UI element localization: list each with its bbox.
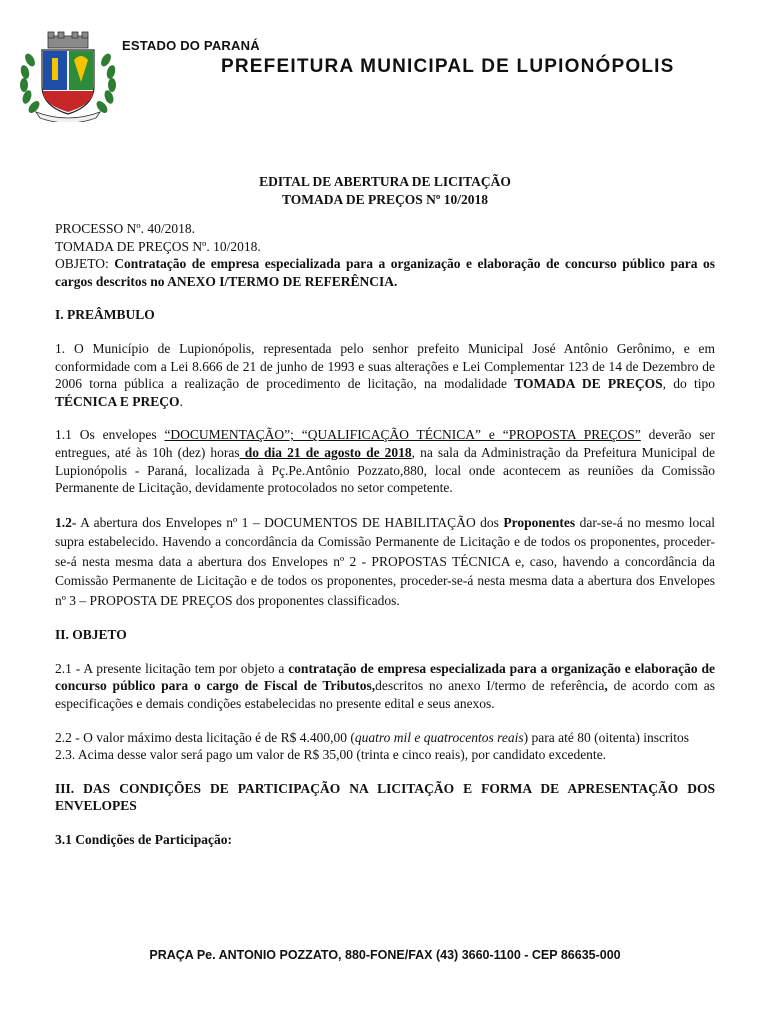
paragraph-2-1 [55, 660, 715, 713]
objeto-line [55, 255, 715, 290]
objeto-text: Contratação de empresa especializada para a organização e elaboração de concurso público para os cargos descritos no ANEXO I/TERMO DE REFERÊNCIA. [55, 256, 715, 289]
p22-text-2: ) para até 80 (oitenta) inscritos [523, 729, 689, 745]
p1-tipo: TÉCNICA E PREÇO [55, 393, 180, 409]
section-heading-condicoes: III. DAS CONDIÇÕES DE PARTICIPAÇÃO NA LICITAÇÃO E FORMA DE APRESENTAÇÃO DOS ENVELOPES [55, 780, 715, 814]
p11-text-3: , na sala da Administração da Prefeitura Municipal de Lupionópolis - Paraná, localizada à Pç.Pe.Antônio Pozzato,880, local onde acontecem as reuniões da Comissão Permanente de Licitação, devidamente protocolados no setor competente. [55, 444, 715, 496]
p1-end: . [179, 393, 183, 409]
p11-text: 1.1 Os envelopes [55, 427, 165, 443]
p12-text-2: dar-se-á no mesmo local supra estabelecido. Havendo a concordância da Comissão Permanente de Licitação e de todos os proponentes, proceder-se-á nesta mesma data a abertura dos Envelopes nº 2 - PROPOSTAS TÉCNICA e, caso, havendo a concordância da Comissão Permanente de Licitação e de todos os proponentes, proceder-se-á nesta mesma data a abertura dos Envelopes nº 3 – PROPOSTA DE PREÇOS dos proponentes classificados. [55, 514, 715, 608]
objeto-label: OBJETO: [55, 256, 115, 272]
p11-date: do dia 21 de agosto de 2018 [239, 444, 412, 460]
paragraph-1-1 [55, 426, 715, 496]
p11-envelopes: “DOCUMENTAÇÃO”; “QUALIFICAÇÃO TÉCNICA” e “PROPOSTA PREÇOS” [164, 427, 641, 443]
footer-address: PRAÇA Pe. ANTONIO POZZATO, 880-FONE/FAX (43) 3660-1100 - CEP 86635-000 [149, 948, 621, 962]
state-name: ESTADO DO PARANÁ [122, 38, 260, 53]
section-heading-objeto: II. OBJETO [55, 627, 127, 643]
p21-objeto: contratação de empresa especializada para a organização e elaboração de concurso público para o cargo de Fiscal de Tributos, [55, 660, 715, 694]
p11-text-2: deverão ser entregues, até às 10h (dez) horas [55, 427, 715, 460]
title-line-2: TOMADA DE PREÇOS Nº 10/2018 [282, 192, 488, 207]
paragraph-1 [55, 340, 715, 410]
p12-number: 1.2- [55, 514, 77, 530]
p21-text-2: descritos no anexo I/termo de referência [375, 678, 605, 694]
document-body [55, 220, 715, 849]
p21-text-3: de acordo com as especificações e demais condições estabelecidas no presente edital e seus anexos. [55, 678, 715, 711]
p22-amount-words: quatro mil e quatrocentos reais [354, 729, 524, 745]
p12-proponentes: Proponentes [503, 514, 576, 530]
processo-line: PROCESSO Nº. 40/2018. [55, 221, 195, 236]
p1-text: 1. O Município de Lupionópolis, representada pelo senhor prefeito Municipal José Antônio Gerônimo, e em conformidade com a Lei 8.666 de 21 de junho de 1993 e suas alterações e Lei Complementar 123 de 14 de Dezembro de 2006 torna pública a realização de procedimento de licitação, na modalidade [55, 340, 715, 392]
p12-text: A abertura dos Envelopes nº 1 – DOCUMENTOS DE HABILITAÇÃO dos [76, 514, 504, 530]
title-line-1: EDITAL DE ABERTURA DE LICITAÇÃO [259, 174, 511, 189]
subsection-heading-3-1: 3.1 Condições de Participação: [55, 831, 232, 847]
paragraph-1-2 [55, 513, 715, 611]
p1-modalidade: TOMADA DE PREÇOS [514, 376, 663, 392]
paragraph-2-2 [55, 729, 715, 747]
coat-of-arms-logo [14, 30, 122, 122]
p21-text: 2.1 - A presente licitação tem por objeto a [55, 660, 289, 676]
section-heading-preambulo: I. PREÂMBULO [55, 307, 155, 323]
paragraph-2-3: 2.3. Acima desse valor será pago um valor de R$ 35,00 (trinta e cinco reais), por candidato excedente. [55, 747, 607, 763]
p1-text-2: , do tipo [662, 376, 716, 392]
p21-comma: , [604, 678, 608, 694]
tomada-line: TOMADA DE PREÇOS Nº. 10/2018. [55, 238, 261, 254]
document-title [0, 173, 770, 209]
p22-text: 2.2 - O valor máximo desta licitação é de R$ 4.400,00 ( [55, 729, 355, 745]
municipality-name: PREFEITURA MUNICIPAL DE LUPIONÓPOLIS [221, 56, 675, 77]
